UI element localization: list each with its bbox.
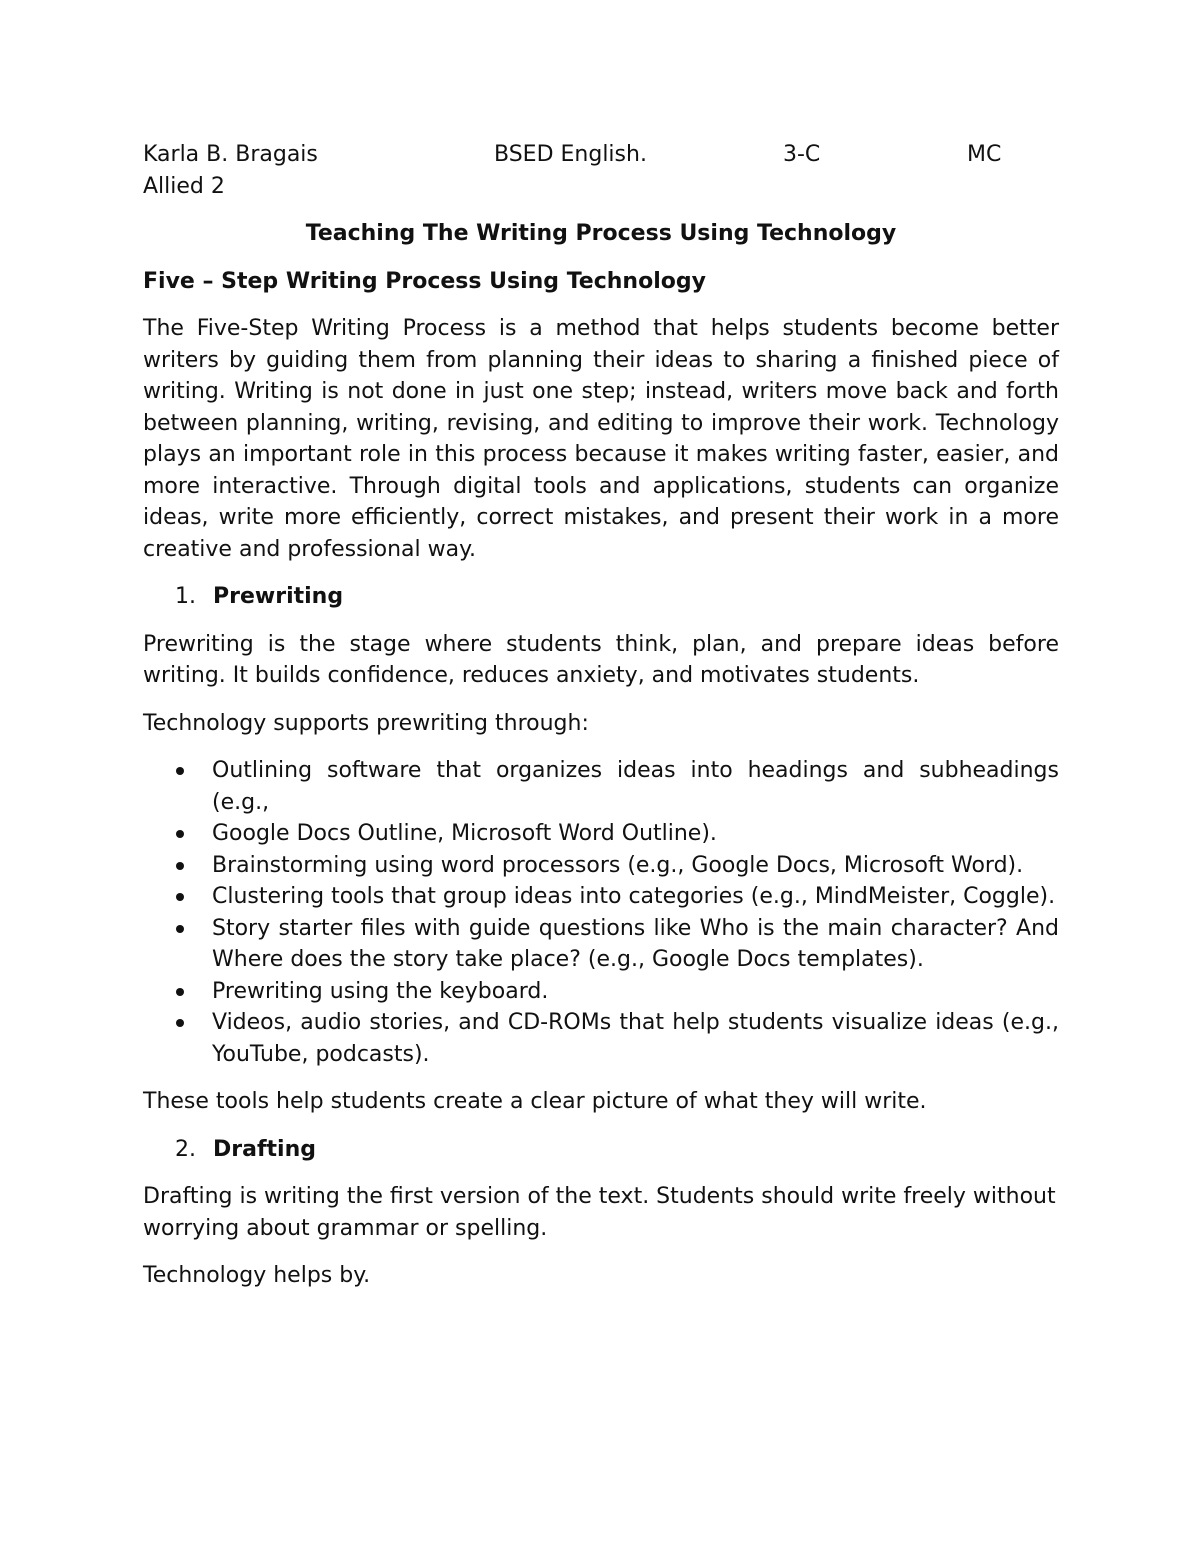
course-name: BSED English.: [494, 142, 647, 167]
list-item-text: Prewriting using the keyboard.: [212, 978, 549, 1004]
bullet-icon: [176, 862, 184, 870]
intro-paragraph: The Five-Step Writing Process is a method that helps students become better writers by guiding them from planning their ideas to sharing a finished piece of writing. Writing is not done in just one step; instead, writers move back and forth between planning, writing, revising, and editing to improve their work. Technology plays an important role in this process because it makes writing faster, easier, and more interactive. Through digital tools and applications, students can organize ideas, write more efficiently, correct mistakes, and present their work in a more creative and professional way.: [143, 316, 1059, 562]
step-number: 2.: [175, 1136, 196, 1162]
prewriting-tools-list: [143, 755, 1059, 1070]
document-title: Teaching The Writing Process Using Technology: [305, 221, 897, 246]
section-heading: Five – Step Writing Process Using Technology: [143, 268, 706, 294]
list-item: [143, 913, 1059, 976]
bullet-icon: [176, 830, 184, 838]
author-name: Karla B. Bragais: [143, 142, 318, 167]
mc-label: MC: [967, 142, 1002, 167]
list-item: [143, 881, 1059, 913]
prewriting-closing: These tools help students create a clear picture of what they will write.: [143, 1089, 927, 1114]
list-item-text: Clustering tools that group ideas into categories (e.g., MindMeister, Coggle).: [212, 884, 1056, 909]
drafting-description: Drafting is writing the first version of the text. Students should write freely without worrying about grammar or spelling.: [143, 1184, 1056, 1241]
bullet-icon: [176, 925, 184, 933]
bullet-icon: [176, 767, 184, 775]
section-label: 3-C: [783, 142, 821, 167]
bullet-icon: [176, 988, 184, 996]
list-item-text: Videos, audio stories, and CD-ROMs that help students visualize ideas (e.g., YouTube, podcasts).: [212, 1010, 1059, 1067]
header-row: [143, 139, 1059, 171]
drafting-helps-intro: Technology helps by.: [143, 1263, 371, 1288]
list-item-text: Story starter files with guide questions like Who is the main character? And Where does the story take place? (e.g., Google Docs templates).: [212, 915, 1059, 972]
list-item: [143, 850, 1059, 882]
step-heading-drafting: [143, 1134, 1059, 1166]
list-item: [143, 1007, 1059, 1070]
step-label: Prewriting: [213, 584, 344, 609]
step-number: 1.: [175, 584, 196, 609]
document-page: [143, 139, 1059, 1292]
subject-label: Allied 2: [143, 173, 225, 199]
bullet-icon: [176, 893, 184, 901]
prewriting-description: Prewriting is the stage where students think, plan, and prepare ideas before writing. It builds confidence, reduces anxiety, and motivates students.: [143, 631, 1059, 688]
list-item: [143, 818, 1059, 850]
list-item-text: Brainstorming using word processors (e.g., Google Docs, Microsoft Word).: [212, 852, 1024, 878]
list-item: [143, 976, 1059, 1008]
list-item-text: Google Docs Outline, Microsoft Word Outline).: [212, 821, 717, 846]
bullet-icon: [176, 1019, 184, 1027]
prewriting-supports-intro: Technology supports prewriting through:: [143, 710, 589, 736]
step-heading-prewriting: [143, 581, 1059, 613]
list-item: [143, 755, 1059, 818]
step-label: Drafting: [213, 1136, 316, 1162]
list-item-text: Outlining software that organizes ideas into headings and subheadings (e.g.,: [212, 758, 1059, 815]
